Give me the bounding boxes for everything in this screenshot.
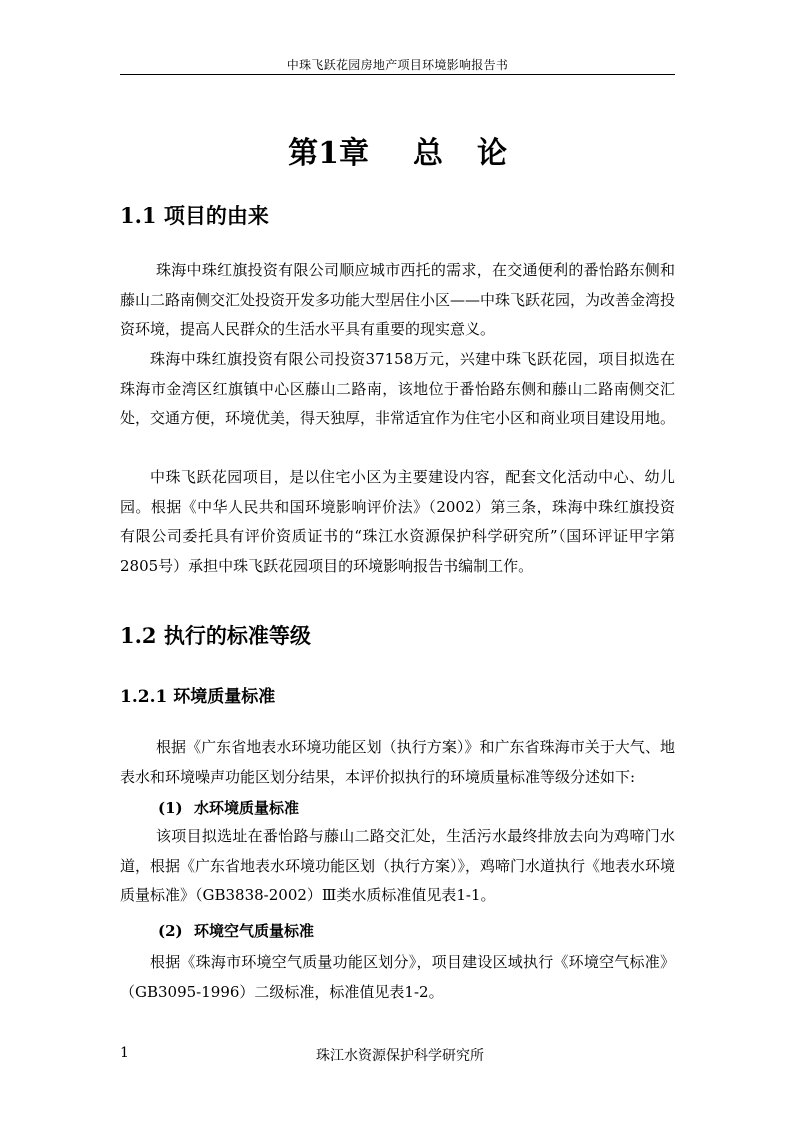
footer-organization: 珠江水资源保护科学研究所 <box>316 1048 484 1064</box>
paragraph-water-standard: 该项目拟选址在番怡路与藤山二路交汇处，生活污水最终排放去向为鸡啼门水道，根据《广东省地表水环境功能区划（执行方案）》，鸡啼门水道执行《地表水环境质量标准》（GB3838-2002）Ⅲ类水质标准值见表1-1。 <box>120 827 676 904</box>
section-heading-1-2-1: 1.2.1 环境质量标准 <box>120 687 276 707</box>
section-heading-1-1: 1.1 项目的由来 <box>120 203 269 228</box>
header-rule <box>120 74 675 75</box>
item-number: (1) <box>158 799 183 817</box>
page-number: 1 <box>120 1045 129 1061</box>
running-header: 中珠飞跃花园房地产项目环境影响报告书 <box>286 58 509 72</box>
item-heading-air <box>158 920 314 941</box>
item-title: 水环境质量标准 <box>194 799 300 817</box>
chapter-number: 1 <box>318 136 339 171</box>
item-number: (2) <box>158 922 183 940</box>
chapter-title <box>120 128 675 172</box>
item-title: 环境空气质量标准 <box>194 922 315 940</box>
paragraph-origin-2: 珠海中珠红旗投资有限公司投资37158万元，兴建中珠飞跃花园，项目拟选在珠海市金湾区红旗镇中心区藤山二路南，该地位于番怡路东侧和藤山二路南侧交汇处，交通方便，环境优美，得天独厚，非常适宜作为住宅小区和商业项目建设用地。 <box>120 350 676 427</box>
chapter-prefix: 第 <box>288 136 319 171</box>
chapter-suffix: 章 <box>338 136 369 171</box>
paragraph-air-standard: 根据《珠海市环境空气质量功能区划分》，项目建设区域执行《环境空气标准》（GB3095-1996）二级标准，标准值见表1-2。 <box>120 953 675 1001</box>
section-heading-1-2: 1.2 执行的标准等级 <box>120 623 311 648</box>
paragraph-origin-3: 中珠飞跃花园项目，是以住宅小区为主要建设内容，配套文化活动中心、幼儿园。根据《中华人民共和国环境影响评价法》（2002）第三条，珠海中珠红旗投资有限公司委托具有评价资质证书的“珠江水资源保护科学研究所”（国环评证甲字第2805号）承担中珠飞跃花园项目的环境影响报告书编制工作。 <box>120 468 675 575</box>
item-heading-water <box>158 797 299 818</box>
chapter-word-2: 论 <box>476 136 507 171</box>
chapter-word-1: 总 <box>412 136 443 171</box>
paragraph-origin-1: 珠海中珠红旗投资有限公司顺应城市西托的需求，在交通便利的番怡路东侧和藤山二路南侧交汇处投资开发多功能大型居住小区——中珠飞跃花园，为改善金湾投资环境，提高人民群众的生活水平具有重要的现实意义。 <box>120 261 676 338</box>
paragraph-standards-intro: 根据《广东省地表水环境功能区划（执行方案）》和广东省珠海市关于大气、地表水和环境噪声功能区划分结果，本评价拟执行的环境质量标准等级分述如下: <box>120 738 675 786</box>
